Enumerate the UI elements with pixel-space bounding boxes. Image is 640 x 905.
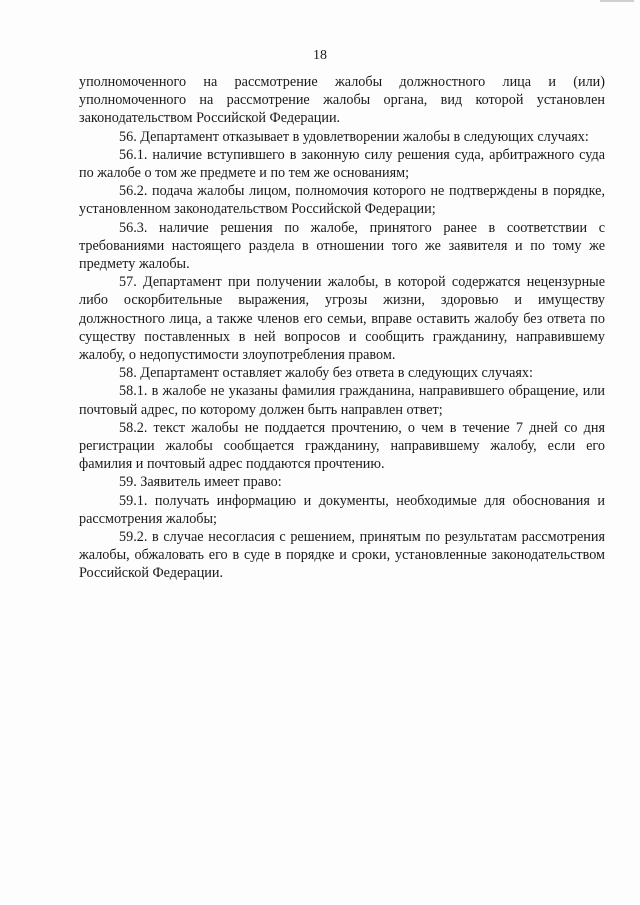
scan-edge-mark — [600, 0, 634, 2]
paragraph-58-1: 58.1. в жалобе не указаны фамилия гражданина, направившего обращение, или почтовый адрес, по которому должен быть направлен ответ; — [79, 383, 605, 418]
paragraph-58: 58. Департамент оставляет жалобу без ответа в следующих случаях: — [119, 365, 533, 382]
document-body — [79, 73, 605, 583]
paragraph-56-2: 56.2. подача жалобы лицом, полномочия которого не подтверждены в порядке, установленном законодательством Российской Федерации; — [79, 183, 605, 218]
paragraph-57: 57. Департамент при получении жалобы, в которой содержатся нецензурные либо оскорбительные выражения, угрозы жизни, здоровью и имуществу должностного лица, а также членов его семьи, вправе оставить жалобу без ответа по существу поставленных в ней вопросов и сообщить гражданину, направившему жалобу, о недопустимости злоупотребления правом. — [79, 274, 605, 364]
page-number: 18 — [313, 48, 327, 63]
paragraph-58-2: 58.2. текст жалобы не поддается прочтению, о чем в течение 7 дней со дня регистрации жалобы сообщается гражданину, направившему жалобу, если его фамилия и почтовый адрес поддаются прочтению. — [79, 419, 605, 473]
paragraph-continuation: уполномоченного на рассмотрение жалобы должностного лица и (или) уполномоченного на рассмотрение жалобы органа, вид которой установлен законодательством Российской Федерации. — [79, 74, 605, 127]
paragraph-56-3: 56.3. наличие решения по жалобе, принятого ранее в соответствии с требованиями настоящего раздела в отношении того же заявителя и по тому же предмету жалобы. — [79, 219, 605, 273]
paragraph-56-1: 56.1. наличие вступившего в законную силу решения суда, арбитражного суда по жалобе о том же предмете и по тем же основаниям; — [79, 146, 605, 182]
paragraph-59-2: 59.2. в случае несогласия с решением, принятым по результатам рассмотрения жалобы, обжаловать его в суде в порядке и сроки, установленные законодательством Российской Федерации. — [79, 529, 605, 582]
paragraph-59: 59. Заявитель имеет право: — [119, 474, 282, 491]
paragraph-56: 56. Департамент отказывает в удовлетворении жалобы в следующих случаях: — [119, 128, 589, 145]
paragraph-59-1: 59.1. получать информацию и документы, необходимые для обоснования и рассмотрения жалобы; — [79, 492, 605, 527]
